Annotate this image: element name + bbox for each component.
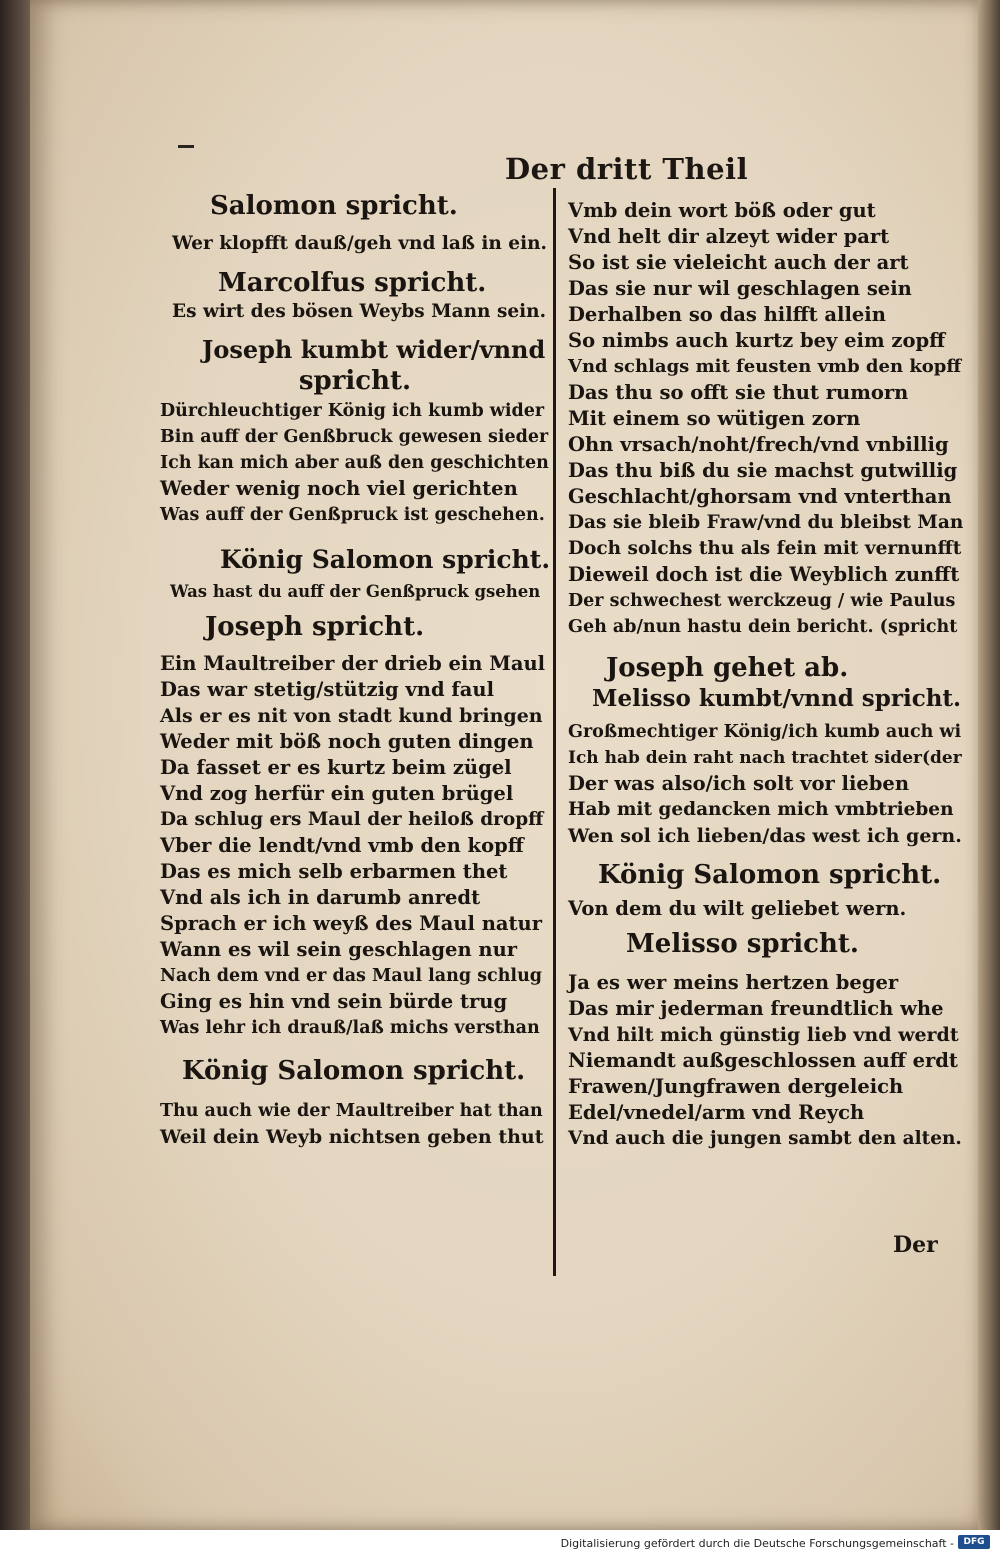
- verse-line: Ich hab dein raht nach trachtet sider(der: [568, 748, 962, 769]
- verse-line: Mit einem so wütigen zorn: [568, 407, 861, 430]
- speaker-heading: spricht.: [298, 366, 412, 396]
- speaker-heading: König Salomon spricht.: [220, 544, 551, 574]
- verse-line: Frawen/Jungfrawen dergeleich: [568, 1075, 904, 1099]
- speaker-heading: Melisso kumbt/vnnd spricht.: [592, 684, 962, 712]
- verse-line: Das sie bleib Fraw/vnd du bleibst Man: [568, 512, 964, 533]
- verse-line: Als er es nit von stadt kund bringen: [160, 705, 543, 728]
- verse-line: Ging es hin vnd sein bürde trug: [160, 990, 508, 1014]
- verse-line: Wer klopfft dauß/geh vnd laß in ein.: [172, 232, 547, 254]
- verse-line: Sprach er ich weyß des Maul natur: [160, 912, 542, 936]
- verse-line: Vnd auch die jungen sambt den alten.: [568, 1128, 962, 1150]
- speaker-heading: König Salomon spricht.: [182, 1056, 526, 1087]
- verse-line: Derhalben so das hilfft allein: [568, 303, 886, 326]
- speaker-heading: Salomon spricht.: [210, 191, 458, 221]
- verse-line: Der schwechest werckzeug / wie Paulus: [568, 591, 956, 611]
- verse-line: Da schlug ers Maul der heiloß dropff: [160, 809, 544, 831]
- verse-line: Niemandt außgeschlossen auff erdt: [568, 1049, 958, 1073]
- verse-line: Bin auff der Genßbruck gewesen sieder: [160, 426, 549, 447]
- verse-line: Thu auch wie der Maultreiber hat than: [160, 1100, 543, 1121]
- column-rule: [553, 188, 556, 1276]
- verse-line: Vmb dein wort böß oder gut: [568, 199, 876, 222]
- right-column: [568, 198, 963, 1152]
- verse-line: Was auff der Genßpruck ist geschehen.: [160, 504, 545, 525]
- verse-line: Das es mich selb erbarmen thet: [160, 860, 508, 884]
- verse-line: Das thu so offt sie thut rumorn: [568, 381, 909, 404]
- verse-line: Vnd schlags mit feusten vmb den kopff: [568, 356, 962, 377]
- verse-line: Das mir jederman freundtlich whe: [568, 997, 944, 1021]
- verse-line: Hab mit gedancken mich vmbtrieben: [568, 799, 954, 821]
- verse-line: Großmechtiger König/ich kumb auch wi: [568, 722, 962, 743]
- footer-credit: Digitalisierung gefördert durch die Deutsche Forschungsgemeinschaft -: [560, 1537, 954, 1550]
- verse-line: Ein Maultreiber der drieb ein Maul: [160, 652, 546, 676]
- verse-line: Ja es wer meins hertzen beger: [568, 971, 899, 995]
- speaker-heading: Joseph gehet ab.: [606, 653, 849, 683]
- verse-line: Doch solchs thu als fein mit vernunfft: [568, 538, 962, 559]
- verse-line: Vnd helt dir alzeyt wider part: [568, 225, 890, 248]
- verse-line: Wen sol ich lieben/das west ich gern.: [568, 825, 962, 848]
- verse-line: Der was also/ich solt vor lieben: [568, 772, 909, 796]
- verse-line: Dürchleuchtiger König ich kumb wider: [160, 400, 545, 421]
- catchword: Der: [893, 1232, 938, 1258]
- verse-line: Ohn vrsach/noht/frech/vnd vnbillig: [568, 433, 949, 456]
- verse-line: Weil dein Weyb nichtsen geben thut: [160, 1125, 544, 1148]
- verse-line: Edel/vnedel/arm vnd Reych: [568, 1101, 865, 1125]
- verse-line: Das sie nur wil geschlagen sein: [568, 277, 912, 300]
- verse-line: Geh ab/nun hastu dein bericht. (spricht: [568, 617, 958, 637]
- verse-line: Dieweil doch ist die Weyblich zunfft: [568, 563, 960, 586]
- speaker-heading: König Salomon spricht.: [598, 860, 942, 891]
- speaker-heading: Joseph kumbt wider/vnnd: [202, 335, 546, 364]
- speaker-heading: Marcolfus spricht.: [218, 267, 487, 298]
- verse-line: Geschlacht/ghorsam vnd vnterthan: [568, 485, 952, 508]
- speaker-heading: Melisso spricht.: [626, 928, 859, 959]
- dfg-logo: DFG: [958, 1535, 990, 1549]
- verse-line: So ist sie vieleicht auch der art: [568, 251, 909, 274]
- running-head: Der dritt Theil: [505, 152, 749, 186]
- verse-line: Es wirt des bösen Weybs Mann sein.: [172, 301, 547, 322]
- speaker-heading: Joseph spricht.: [205, 611, 425, 642]
- verse-line: Was lehr ich drauß/laß michs versthan: [160, 1018, 540, 1039]
- verse-line: Wann es wil sein geschlagen nur: [160, 938, 518, 962]
- corner-mark: [178, 145, 194, 162]
- verse-line: Das thu biß du sie machst gutwillig: [568, 459, 958, 482]
- verse-line: Weder mit böß noch guten dingen: [160, 730, 534, 754]
- left-column: [160, 190, 550, 1150]
- verse-line: Weder wenig noch viel gerichten: [160, 476, 518, 500]
- verse-line: Vnd zog herfür ein guten brügel: [160, 782, 514, 806]
- verse-line: Was hast du auff der Genßpruck gsehen: [170, 581, 541, 601]
- verse-line: So nimbs auch kurtz bey eim zopff: [568, 329, 946, 352]
- verse-line: Vber die lendt/vnd vmb den kopff: [160, 834, 524, 858]
- page-edge: [978, 0, 1000, 1530]
- verse-line: Vnd als ich in darumb anredt: [160, 886, 481, 910]
- verse-line: Das war stetig/stützig vnd faul: [160, 678, 494, 702]
- verse-line: Ich kan mich aber auß den geschichten: [160, 452, 549, 473]
- verse-line: Von dem du wilt geliebet wern.: [568, 896, 907, 920]
- verse-line: Nach dem vnd er das Maul lang schlug: [160, 966, 543, 987]
- verse-line: Da fasset er es kurtz beim zügel: [160, 756, 512, 780]
- verse-line: Vnd hilt mich günstig lieb vnd werdt: [568, 1024, 959, 1047]
